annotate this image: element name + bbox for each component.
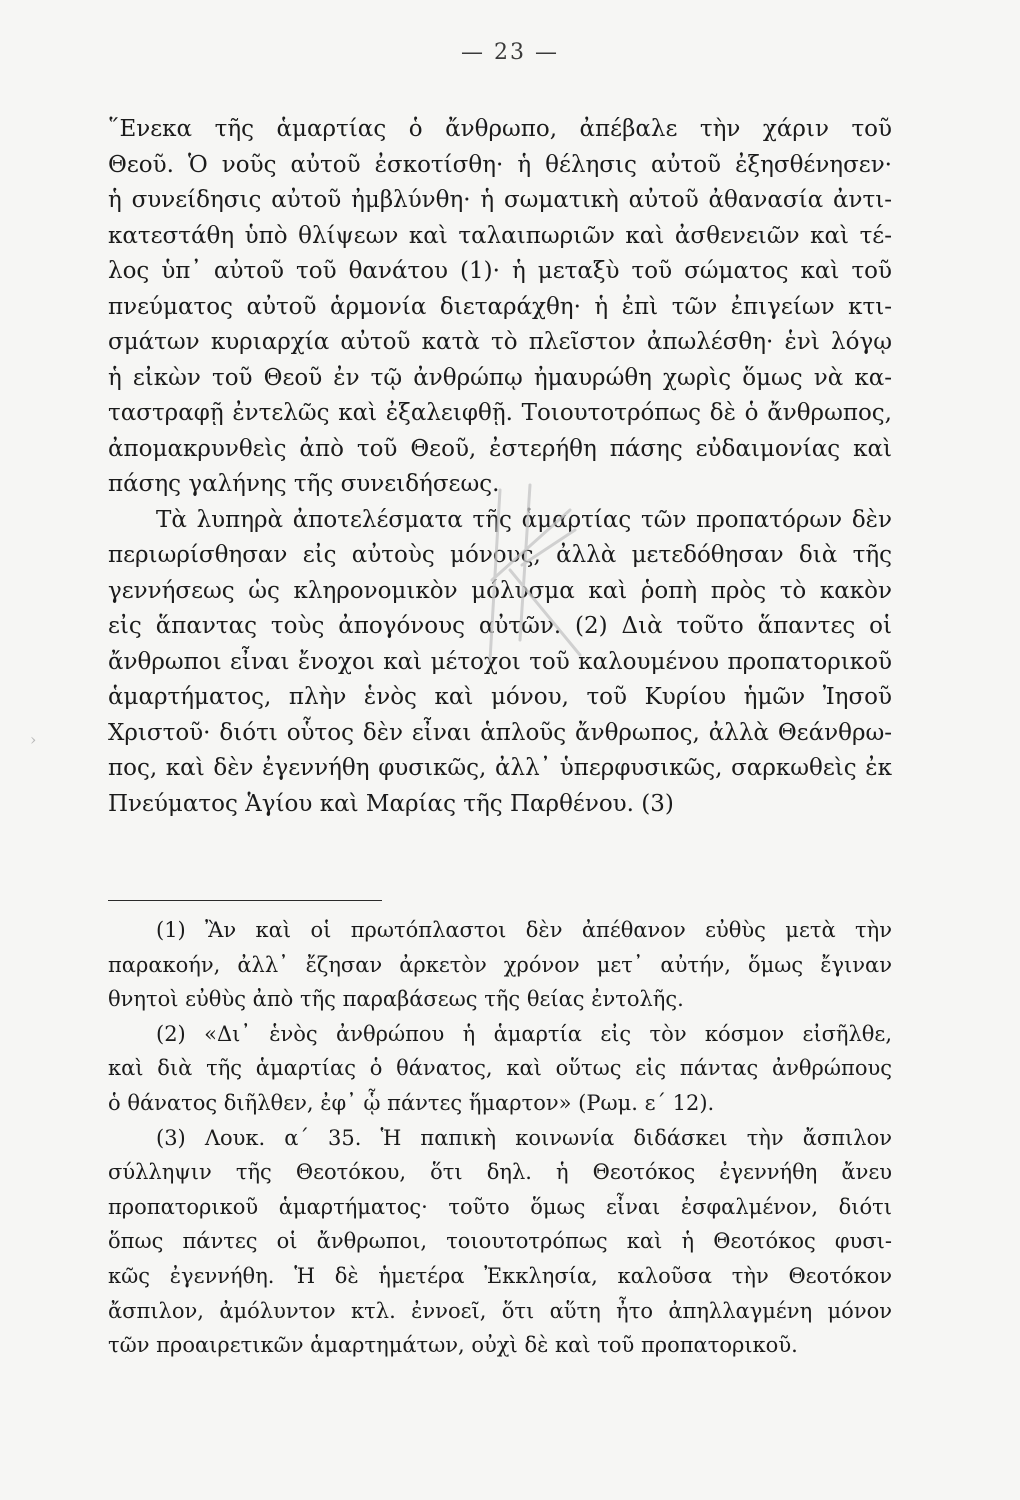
footnote-line: παρακοήν, ἀλλ᾽ ἔζησαν ἀρκετὸν χρόνον μετ᾽ αὐτήν, ὅμως ἔγιναν [108,952,892,977]
footnote-line: σύλληψιν τῆς Θεοτόκου, ὅτι δηλ. ἡ Θεοτόκος ἐγεννήθη ἄνευ [108,1160,892,1185]
text-line: ἁμαρτήματος, πλὴν ἑνὸς καὶ μόνου, τοῦ Κυρίου ἡμῶν Ἰησοῦ [108,684,892,710]
main-text [108,112,892,822]
footnote-line: (3) Λουκ. α΄ 35. Ἡ παπικὴ κοινωνία διδάσκει τὴν ἄσπιλον [156,1125,892,1150]
footnote-line: καὶ διὰ τῆς ἁμαρτίας ὁ θάνατος, καὶ οὕτως εἰς πάντας ἀνθρώπους [108,1056,892,1081]
footnote-line: κῶς ἐγεννήθη. Ἡ δὲ ἡμετέρα Ἐκκλησία, καλοῦσα τὴν Θεοτόκον [108,1263,892,1288]
footnote-line: ὁ θάνατος διῆλθεν, ἐφ᾽ ᾧ πάντες ἥμαρτον» (Ρωμ. ε΄ 12). [108,1090,715,1115]
text-line: περιωρίσθησαν εἰς αὐτοὺς μόνους, ἀλλὰ μετεδόθησαν διὰ τῆς [108,542,892,568]
footnote-line: ἄσπιλον, ἀμόλυντον κτλ. ἐννοεῖ, ὅτι αὕτη ἦτο ἀπηλλαγμένη μόνον [108,1298,892,1323]
text-line: σμάτων κυριαρχία αὐτοῦ κατὰ τὸ πλεῖστον ἀπωλέσθη· ἑνὶ λόγῳ [108,329,892,355]
text-line: λος ὑπ᾽ αὐτοῦ τοῦ θανάτου (1)· ἡ μεταξὺ τοῦ σώματος καὶ τοῦ [108,258,892,284]
footnote-line: προπατορικοῦ ἁμαρτήματος· τοῦτο ὅμως εἶναι ἐσφαλμένον, διότι [108,1194,892,1219]
text-line: γεννήσεως ὡς κληρονομικὸν μόλυσμα καὶ ῥοπὴ πρὸς τὸ κακὸν [108,577,892,604]
text-line: ἀπομακρυνθεὶς ἀπὸ τοῦ Θεοῦ, ἐστερήθη πάσης εὐδαιμονίας καὶ [108,435,892,462]
text-line: πάσης γαλήνης τῆς συνειδήσεως. [108,471,500,497]
text-line: ἡ εἰκὼν τοῦ Θεοῦ ἐν τῷ ἀνθρώπῳ ἠμαυρώθη χωρὶς ὅμως νὰ κα- [108,364,892,391]
text-line: ταστραφῇ ἐντελῶς καὶ ἐξαλειφθῇ. Τοιουτοτρόπως δὲ ὁ ἄνθρωπος, [108,400,892,426]
footnote-line: ὅπως πάντες οἱ ἄνθρωποι, τοιουτοτρόπως καὶ ἡ Θεοτόκος φυσι- [108,1229,892,1254]
text-line: εἰς ἅπαντας τοὺς ἀπογόνους αὐτῶν. (2) Διὰ τοῦτο ἅπαντες οἱ [108,613,892,639]
text-line: Τὰ λυπηρὰ ἀποτελέσματα τῆς ἁμαρτίας τῶν προπατόρων δὲν [156,506,892,533]
text-line: πνεύματος αὐτοῦ ἁρμονία διεταράχθη· ἡ ἐπὶ τῶν ἐπιγείων κτι- [108,293,892,320]
footnote-line: (2) «Δι᾽ ἑνὸς ἀνθρώπου ἡ ἁμαρτία εἰς τὸν κόσμον εἰσῆλθε, [156,1021,892,1046]
margin-mark: › [30,730,37,749]
footnote-line: θνητοὶ εὐθὺς ἀπὸ τῆς παραβάσεως τῆς θείας ἐντολῆς. [108,987,684,1012]
text-line: ἡ συνείδησις αὐτοῦ ἠμβλύνθη· ἡ σωματικὴ αὐτοῦ ἀθανασία ἀντι- [108,187,892,213]
page-number: — 23 — [461,40,559,65]
footnote-line: τῶν προαιρετικῶν ἁμαρτημάτων, οὐχὶ δὲ καὶ τοῦ προπατορικοῦ. [108,1333,798,1358]
text-line: Θεοῦ. Ὁ νοῦς αὐτοῦ ἐσκοτίσθη· ἡ θέλησις αὐτοῦ ἐξησθένησεν· [108,151,892,178]
text-line: Πνεύματος Ἁγίου καὶ Μαρίας τῆς Παρθένου. (3) [108,790,674,817]
text-line: κατεστάθη ὑπὸ θλίψεων καὶ ταλαιπωριῶν καὶ ἀσθενειῶν καὶ τέ- [108,222,892,249]
footnote-line: (1) Ἂν καὶ οἱ πρωτόπλαστοι δὲν ἀπέθανον εὐθὺς μετὰ τὴν [156,918,892,942]
footnotes [108,913,892,1363]
footnote-divider [108,900,382,901]
text-line: ἄνθρωποι εἶναι ἔνοχοι καὶ μέτοχοι τοῦ καλουμένου προπατορικοῦ [108,648,892,675]
text-line: Χριστοῦ· διότι οὗτος δὲν εἶναι ἁπλοῦς ἄνθρωπος, ἀλλὰ Θεάνθρω- [108,719,892,746]
text-line: ῞Ενεκα τῆς ἁμαρτίας ὁ ἄνθρωπο, ἀπέβαλε τὴν χάριν τοῦ [108,116,892,142]
text-line: πος, καὶ δὲν ἐγεννήθη φυσικῶς, ἀλλ᾽ ὑπερφυσικῶς, σαρκωθεὶς ἐκ [108,755,892,781]
